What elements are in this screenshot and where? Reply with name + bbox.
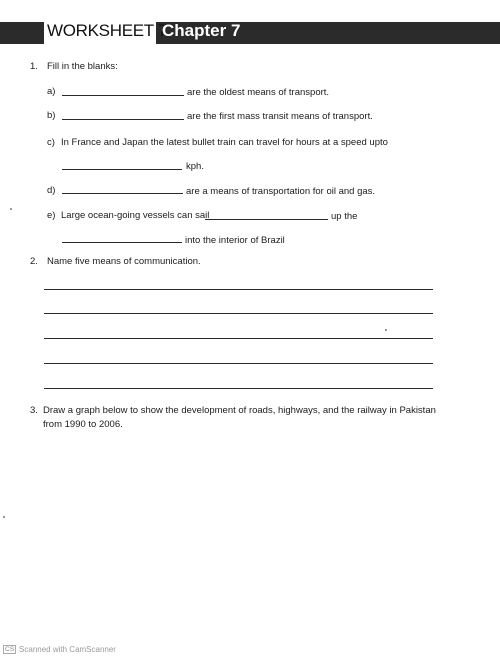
q2-answer-line[interactable] [44, 313, 433, 314]
q1e-text-2: up the [331, 211, 358, 222]
q2-answer-line[interactable] [44, 338, 433, 339]
q1a-blank[interactable] [62, 95, 184, 96]
q1e-blank-2[interactable] [62, 242, 182, 243]
chapter-title: Chapter 7 [162, 21, 241, 40]
scan-speck [3, 516, 5, 518]
q1d-blank[interactable] [62, 193, 183, 194]
q3-prompt-line1: Draw a graph below to show the development of roads, highways, and the railway in Pakistan [43, 405, 436, 416]
q1a-text: are the oldest means of transport. [187, 87, 330, 98]
q3-prompt-line2: from 1990 to 2006. [43, 419, 123, 430]
q1e-text-3: into the interior of Brazil [185, 235, 285, 246]
q1b-label: b) [47, 110, 56, 121]
q1b-text: are the first mass transit means of transport. [187, 111, 373, 122]
q1-number: 1. [30, 61, 38, 72]
q1c-text: In France and Japan the latest bullet train can travel for hours at a speed upto [61, 137, 388, 148]
q2-answer-line[interactable] [44, 289, 433, 290]
q2-answer-line[interactable] [44, 388, 433, 389]
q2-number: 2. [30, 256, 38, 267]
camscanner-logo-icon: CS [5, 646, 15, 653]
q1e-blank-1[interactable] [205, 219, 328, 220]
q2-prompt: Name five means of communication. [47, 256, 201, 267]
q1c-label: c) [47, 137, 55, 148]
q1a-label: a) [47, 86, 56, 97]
watermark-text: Scanned with CamScanner [19, 645, 116, 654]
q1d-text: are a means of transportation for oil and gas. [186, 186, 376, 197]
q2-answer-line[interactable] [44, 363, 433, 364]
camscanner-watermark [3, 645, 116, 654]
q1d-label: d) [47, 185, 56, 196]
scan-speck [385, 329, 387, 331]
q1e-text: Large ocean-going vessels can sail [61, 210, 210, 221]
q1-prompt: Fill in the blanks: [47, 61, 118, 72]
q1c-blank[interactable] [62, 169, 182, 170]
worksheet-title: WORKSHEET 7 [47, 21, 168, 40]
q1e-label: e) [47, 210, 56, 221]
q3-number: 3. [30, 405, 38, 416]
q1b-blank[interactable] [62, 119, 184, 120]
scan-speck [10, 208, 12, 210]
q1c-unit: kph. [186, 161, 204, 172]
